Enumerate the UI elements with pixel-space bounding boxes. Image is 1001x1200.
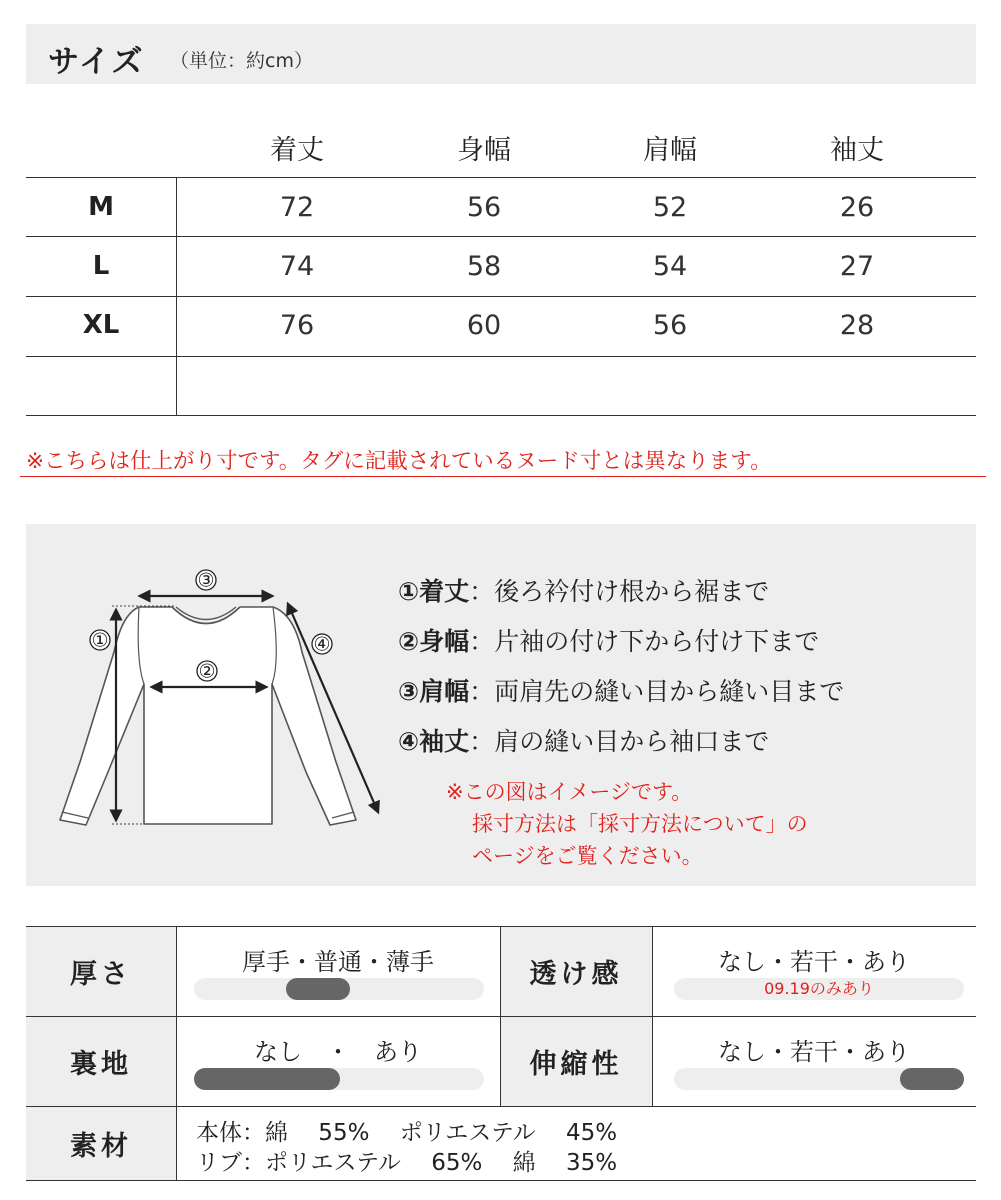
marker-length xyxy=(90,630,110,652)
legend-num: ④ xyxy=(398,727,420,756)
attr-label-material: 素材 xyxy=(26,1107,176,1180)
size-header-bar xyxy=(26,24,976,84)
legend-desc: ：後ろ衿付け根から裾まで xyxy=(469,577,770,606)
legend-desc: ：両肩先の縫い目から縫い目まで xyxy=(469,677,845,706)
material-line-body: 本体：綿 55% ポリエステル 45% xyxy=(196,1120,618,1146)
row-size-xl: XL xyxy=(82,310,120,340)
cell-xl-width: 60 xyxy=(466,310,502,341)
legend-num: ③ xyxy=(398,677,420,706)
material-line-rib: リブ：ポリエステル 65% 綿 35% xyxy=(196,1150,618,1176)
lining-indicator xyxy=(194,1068,340,1090)
cell-l-length: 74 xyxy=(279,251,315,282)
size-title: サイズ xyxy=(48,44,145,80)
col-header-shoulder: 肩幅 xyxy=(643,135,697,166)
legend-width xyxy=(398,622,819,658)
cell-xl-shoulder: 56 xyxy=(652,310,688,341)
marker-width-text: ② xyxy=(198,660,216,683)
col-header-width: 身幅 xyxy=(457,135,511,166)
cell-m-width: 56 xyxy=(466,192,502,223)
marker-sleeve-text: ④ xyxy=(313,633,331,656)
shirt-diagram xyxy=(44,562,384,842)
attr-label-lining: 裏地 xyxy=(26,1017,176,1106)
lining-options: なし ・ あり xyxy=(254,1038,422,1066)
transparency-note: 09.19のみあり xyxy=(764,979,874,998)
legend-desc: ：肩の縫い目から袖口まで xyxy=(469,727,770,756)
cell-m-sleeve: 26 xyxy=(839,192,875,223)
table-divider xyxy=(26,356,976,357)
marker-shoulder xyxy=(196,570,216,592)
stretch-indicator xyxy=(900,1068,964,1090)
thickness-indicator xyxy=(286,978,350,1000)
attr-column-divider xyxy=(652,926,653,1106)
attr-label-stretch: 伸縮性 xyxy=(500,1017,652,1106)
marker-sleeve xyxy=(312,634,332,656)
col-header-sleeve: 袖丈 xyxy=(830,135,884,166)
size-disclaimer: ※こちらは仕上がり寸です。タグに記載されているヌード寸とは異なります。 xyxy=(26,449,772,474)
diagram-note-line3: ページをご覧ください。 xyxy=(472,844,703,868)
thickness-options: 厚手・普通・薄手 xyxy=(242,948,434,976)
attr-divider xyxy=(26,1180,976,1181)
legend-term: 身幅 xyxy=(419,627,470,656)
legend-term: 肩幅 xyxy=(419,677,470,706)
legend-length xyxy=(398,572,769,608)
legend-num: ② xyxy=(398,627,420,656)
cell-l-sleeve: 27 xyxy=(839,251,875,282)
cell-m-shoulder: 52 xyxy=(652,192,688,223)
table-column-divider xyxy=(176,177,177,415)
disclaimer-underline xyxy=(20,476,986,477)
legend-desc: ：片袖の付け下から付け下まで xyxy=(469,627,820,656)
legend-term: 着丈 xyxy=(419,577,470,606)
attr-label-transparency: 透け感 xyxy=(500,927,652,1016)
marker-width xyxy=(197,661,217,683)
row-size-l: L xyxy=(92,251,110,281)
cell-m-length: 72 xyxy=(279,192,315,223)
legend-term: 袖丈 xyxy=(419,727,470,756)
table-divider xyxy=(26,415,976,416)
table-divider xyxy=(26,177,976,178)
cell-xl-sleeve: 28 xyxy=(839,310,875,341)
table-divider xyxy=(26,296,976,297)
cell-l-shoulder: 54 xyxy=(652,251,688,282)
legend-shoulder xyxy=(398,672,844,708)
legend-sleeve xyxy=(398,722,769,758)
stretch-options: なし・若干・あり xyxy=(718,1038,910,1066)
cell-l-width: 58 xyxy=(466,251,502,282)
size-unit: （単位：約cm） xyxy=(170,50,313,72)
table-divider xyxy=(26,236,976,237)
marker-length-text: ① xyxy=(91,629,109,652)
row-size-m: M xyxy=(88,192,114,222)
diagram-note-line1: ※この図はイメージです。 xyxy=(446,780,693,804)
attr-label-thickness: 厚さ xyxy=(26,927,176,1016)
attr-column-divider xyxy=(176,926,177,1180)
transparency-options: なし・若干・あり xyxy=(718,948,910,976)
legend-num: ① xyxy=(398,577,420,606)
col-header-length: 着丈 xyxy=(270,135,324,166)
cell-xl-length: 76 xyxy=(279,310,315,341)
marker-shoulder-text: ③ xyxy=(197,569,215,592)
attr-column-divider xyxy=(500,926,501,1106)
diagram-note-line2: 採寸方法は「採寸方法について」の xyxy=(472,812,808,836)
